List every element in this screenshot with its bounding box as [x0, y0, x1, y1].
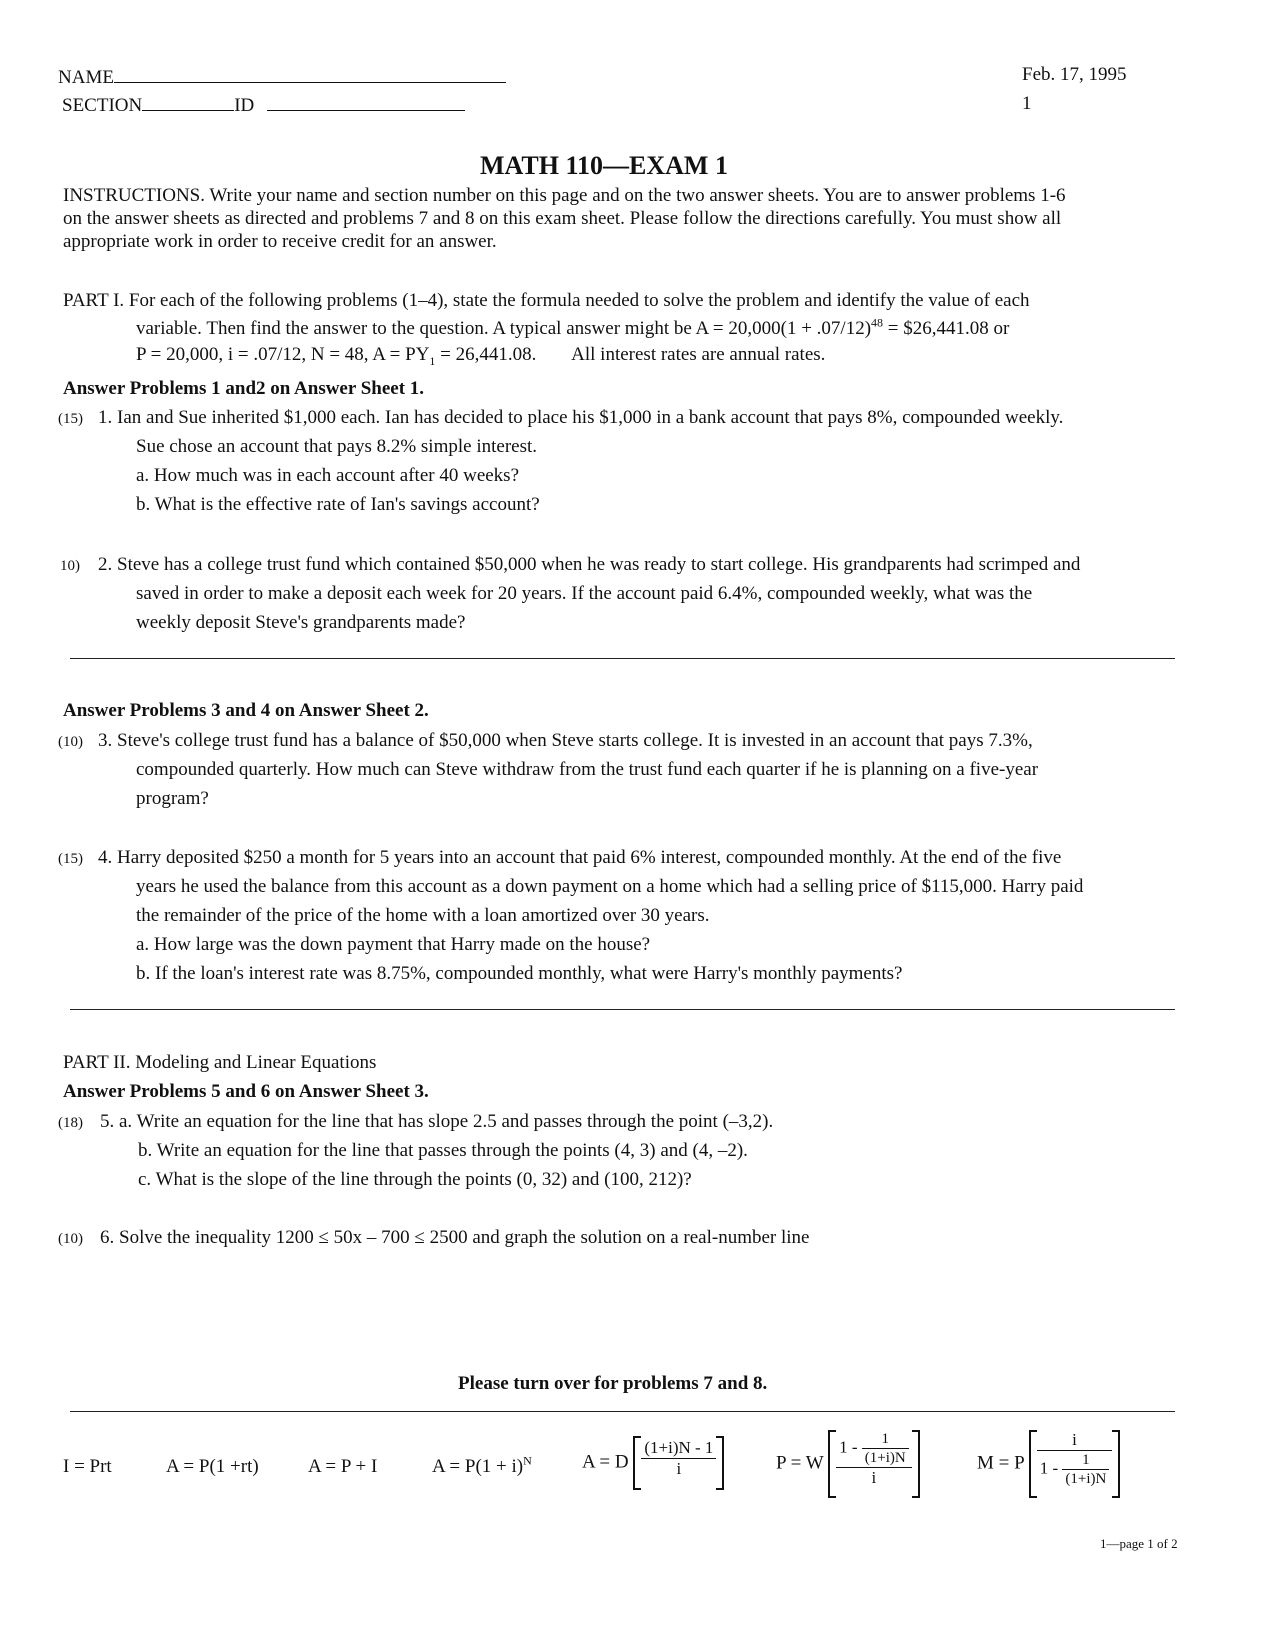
formula-pv-den: i — [871, 1468, 877, 1487]
part1-line-3-a: P = 20,000, i = .07/12, N = 48, A = PY — [136, 344, 430, 365]
formula-mortgage-inner-num: 1 — [1062, 1451, 1109, 1470]
id-label-text: ID — [234, 95, 255, 116]
part2-heading: PART II. Modeling and Linear Equations — [63, 1052, 377, 1073]
formula-mortgage-den — [1037, 1451, 1113, 1488]
p1-part-b: b. What is the effective rate of Ian's savings account? — [136, 494, 540, 515]
formula-amount-sum: A = P + I — [308, 1456, 378, 1477]
formula-present-value — [776, 1430, 920, 1498]
formula-pv-frac — [836, 1430, 912, 1488]
formula-annuity-lhs: A = D — [582, 1451, 629, 1473]
p6-points: (10) — [58, 1231, 83, 1247]
name-label — [58, 64, 506, 90]
formula-mortgage-inner-frac — [1062, 1451, 1109, 1488]
turn-over-note: Please turn over for problems 7 and 8. — [458, 1373, 768, 1394]
divider-2 — [70, 1009, 1175, 1010]
formula-mortgage-lhs: M = P — [977, 1452, 1024, 1474]
p1-part-a: a. How much was in each account after 40 weeks? — [136, 465, 520, 486]
p3-points: (10) — [58, 734, 83, 750]
p2-line-1: 2. Steve has a college trust fund which contained $50,000 when he was ready to start college. His grandparents had scrimped and — [98, 554, 1081, 575]
formula-annuity-frac — [641, 1438, 716, 1480]
page-footer: 1—page 1 of 2 — [1100, 1536, 1178, 1551]
part1-line-2-b: = $26,441.08 or — [883, 318, 1010, 339]
p2-line-2: saved in order to make a deposit each week for 20 years. If the account paid 6.4%, compounded weekly, what was the — [136, 583, 1033, 604]
formula-mortgage-frac — [1037, 1430, 1113, 1488]
formula-annuity-bracket — [633, 1436, 724, 1490]
p2-line-3: weekly deposit Steve's grandparents made? — [136, 612, 466, 633]
name-label-text: NAME — [58, 67, 114, 88]
sheet1-heading: Answer Problems 1 and2 on Answer Sheet 1. — [63, 378, 425, 399]
formula-mortgage-num: i — [1037, 1430, 1113, 1451]
part1-line-1: PART I. For each of the following problems (1–4), state the formula needed to solve the problem and identify the value of each — [63, 290, 1030, 311]
p5-part-b: b. Write an equation for the line that passes through the points (4, 3) and (4, –2). — [138, 1140, 748, 1161]
formula-mortgage-inner-den: (1+i)N — [1065, 1471, 1107, 1488]
part1-line-3-c: All interest rates are annual rates. — [571, 344, 826, 365]
instructions-line-3: appropriate work in order to receive credit for an answer. — [63, 231, 497, 252]
id-blank[interactable] — [267, 92, 465, 111]
formula-pv-num-a: 1 - — [839, 1437, 858, 1457]
formula-compound — [432, 1453, 532, 1479]
divider-3 — [70, 1411, 1175, 1412]
instructions-line-2: on the answer sheets as directed and problems 7 and 8 on this exam sheet. Please follow the directions carefully. You must show all — [63, 208, 1062, 229]
formula-pv-inner-num: 1 — [862, 1430, 909, 1449]
name-blank[interactable] — [114, 64, 506, 83]
part1-line-2 — [136, 315, 1010, 341]
part1-line-3-sub: 1 — [429, 353, 436, 368]
part1-line-2-a: variable. Then find the answer to the question. A typical answer might be A = 20,000(1 + .07/12) — [136, 318, 872, 339]
p4-part-b: b. If the loan's interest rate was 8.75%, compounded monthly, what were Harry's monthly payments? — [136, 963, 903, 984]
p4-points: (15) — [58, 851, 83, 867]
part1-line-2-exp: 48 — [871, 315, 884, 330]
p1-line-1: 1. Ian and Sue inherited $1,000 each. Ian has decided to place his $1,000 in a bank account that pays 8%, compounded weekly. — [98, 407, 1064, 428]
sheet3-heading: Answer Problems 5 and 6 on Answer Sheet 3. — [63, 1081, 429, 1102]
p3-line-3: program? — [136, 788, 209, 809]
p5-part-c: c. What is the slope of the line through the points (0, 32) and (100, 212)? — [138, 1169, 692, 1190]
formula-pv-lhs: P = W — [776, 1452, 824, 1474]
formula-pv-bracket — [828, 1430, 920, 1498]
part1-line-3-b: = 26,441.08. — [435, 344, 537, 365]
sheet2-heading: Answer Problems 3 and 4 on Answer Sheet 2. — [63, 700, 429, 721]
exam-date: Feb. 17, 1995 — [1022, 64, 1127, 85]
page-number: 1 — [1022, 93, 1032, 114]
p4-line-3: the remainder of the price of the home with a loan amortized over 30 years. — [136, 905, 710, 926]
exam-title: MATH 110—EXAM 1 — [480, 151, 728, 180]
p4-line-2: years he used the balance from this account as a down payment on a home which had a selling price of $115,000. Harry paid — [136, 876, 1084, 897]
p4-part-a: a. How large was the down payment that Harry made on the house? — [136, 934, 651, 955]
section-label — [62, 92, 465, 118]
p5-points: (18) — [58, 1115, 83, 1131]
p3-line-2: compounded quarterly. How much can Steve withdraw from the trust fund each quarter if he is planning on a five-year — [136, 759, 1039, 780]
formula-compound-base: A = P(1 + i) — [432, 1456, 524, 1477]
formula-pv-inner-frac — [862, 1430, 909, 1467]
p4-line-1: 4. Harry deposited $250 a month for 5 years into an account that paid 6% interest, compounded monthly. At the end of the five — [98, 847, 1062, 868]
formula-simple-amount: A = P(1 +rt) — [166, 1456, 259, 1477]
formula-compound-exp: N — [523, 1453, 532, 1468]
formula-simple-interest: I = Prt — [63, 1456, 112, 1477]
p5-part-a: 5. a. Write an equation for the line that has slope 2.5 and passes through the point (–3,2). — [100, 1111, 774, 1132]
formula-mortgage-den-a: 1 - — [1039, 1458, 1059, 1478]
instructions-line-1: INSTRUCTIONS. Write your name and section number on this page and on the two answer sheets. You are to answer problems 1-6 — [63, 185, 1066, 206]
section-blank[interactable] — [142, 92, 234, 111]
p1-line-2: Sue chose an account that pays 8.2% simple interest. — [136, 436, 538, 457]
formula-annuity-num: (1+i)N - 1 — [641, 1438, 716, 1459]
p6-line-1: 6. Solve the inequality 1200 ≤ 50x – 700 ≤ 2500 and graph the solution on a real-number line — [100, 1227, 810, 1248]
section-label-text: SECTION — [62, 95, 143, 116]
formula-pv-num — [836, 1430, 912, 1468]
formula-pv-inner-den: (1+i)N — [864, 1450, 906, 1466]
p1-points: (15) — [58, 411, 83, 427]
formula-annuity-den: i — [676, 1459, 682, 1479]
formula-annuity — [582, 1436, 724, 1490]
formula-mortgage-bracket — [1029, 1430, 1121, 1498]
formula-mortgage — [977, 1430, 1120, 1498]
p2-points: 10) — [60, 558, 80, 574]
part1-line-3 — [136, 344, 825, 367]
divider-1 — [70, 658, 1175, 659]
p3-line-1: 3. Steve's college trust fund has a balance of $50,000 when Steve starts college. It is invested in an account that pays 7.3%, — [98, 730, 1033, 751]
